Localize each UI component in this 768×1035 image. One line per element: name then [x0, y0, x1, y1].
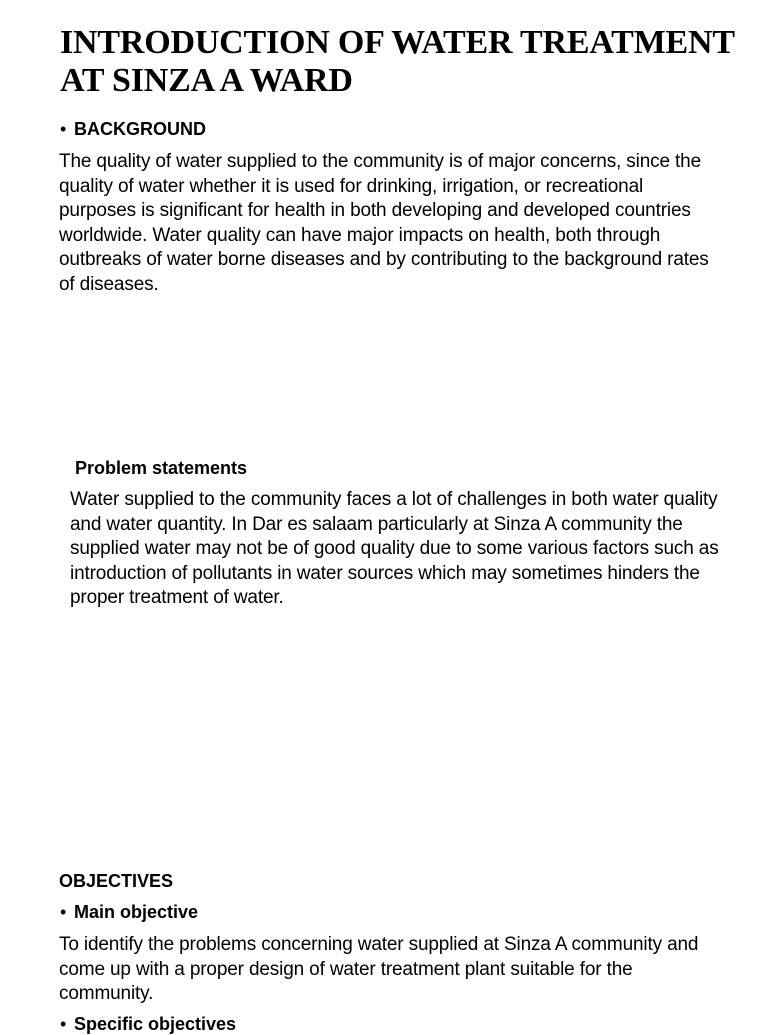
main-objective-paragraph: To identify the problems concerning water supplied at Sinza A community and come up with a proper design of water treatment plant suitable for the community.	[59, 934, 699, 1004]
specific-objectives-heading-label: Specific objectives	[74, 1014, 237, 1034]
background-heading	[60, 118, 206, 140]
background-heading-label: BACKGROUND	[74, 119, 206, 139]
page-title: INTRODUCTION OF WATER TREATMENT AT SINZA A WARD	[60, 24, 735, 99]
background-paragraph: The quality of water supplied to the community is of major concerns, since the quality of water whether it is used for drinking, irrigation, or recreational purposes is significant for health in both developing and developed countries worldwide. Water quality can have major impacts on health, both through outbreaks of water borne diseases and by contributing to the background rates of diseases.	[59, 151, 709, 295]
specific-objectives-heading	[60, 1013, 236, 1035]
objectives-heading: OBJECTIVES	[59, 871, 174, 891]
bullet-icon: •	[60, 902, 67, 922]
main-objective-heading-label: Main objective	[74, 902, 199, 922]
problem-paragraph: Water supplied to the community faces a lot of challenges in both water quality and water quantity. In Dar es salaam particularly at Sinza A community the supplied water may not be of good quality due to some various factors such as introduction of pollutants in water sources which may sometimes hinders the proper treatment of water.	[70, 489, 719, 608]
problem-heading: Problem statements	[75, 458, 248, 478]
main-objective-heading	[60, 901, 198, 923]
bullet-icon: •	[60, 1014, 67, 1034]
bullet-icon: •	[60, 119, 67, 139]
